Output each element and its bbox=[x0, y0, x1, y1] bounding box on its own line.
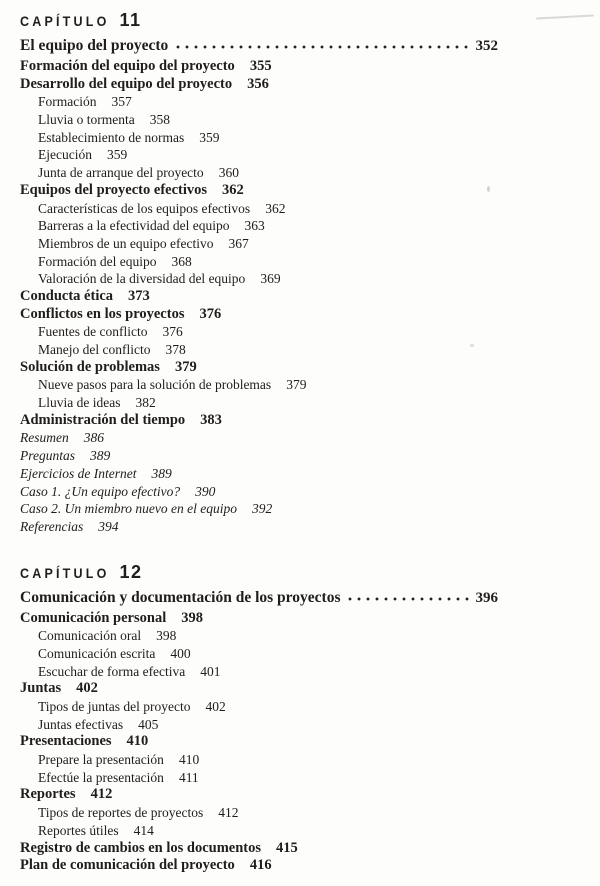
toc-entry-title: Formación del equipo bbox=[38, 253, 157, 269]
chapter-12-section bbox=[20, 562, 600, 875]
chapter-title: Comunicación y documentación de los proyectos bbox=[20, 588, 341, 606]
toc-entry bbox=[20, 306, 600, 324]
toc-entry bbox=[20, 288, 600, 306]
toc-entry-page: 369 bbox=[260, 271, 281, 287]
toc-entry bbox=[20, 412, 600, 430]
toc-entry-page: 392 bbox=[251, 501, 273, 517]
toc-entry-title: Valoración de la diversidad del equipo bbox=[38, 271, 246, 287]
toc-entry bbox=[20, 716, 600, 734]
toc-entry-title: Conflictos en los proyectos bbox=[20, 305, 185, 322]
toc-entry bbox=[20, 447, 600, 465]
toc-entry bbox=[20, 786, 600, 804]
toc-entry bbox=[20, 518, 600, 536]
toc-entry bbox=[20, 840, 600, 858]
toc-entry-page: 376 bbox=[199, 305, 222, 322]
chapter-title-page: 396 bbox=[475, 589, 498, 606]
chapter-entries bbox=[20, 610, 600, 875]
toc-entry-page: 414 bbox=[133, 822, 154, 838]
toc-entry-title: Comunicación escrita bbox=[38, 645, 156, 661]
toc-entry-title: Preguntas bbox=[20, 448, 75, 464]
toc-entry-title: Manejo del conflicto bbox=[38, 342, 151, 357]
toc-entry bbox=[20, 429, 600, 447]
toc-entry-page: 383 bbox=[200, 411, 222, 428]
toc-entry-page: 362 bbox=[222, 181, 244, 198]
toc-entry-title: Conducta ética bbox=[20, 287, 114, 304]
chapter-11-section bbox=[20, 10, 600, 536]
toc-entry-page: 359 bbox=[199, 129, 220, 145]
toc-entry bbox=[20, 235, 600, 253]
toc-entry-title: Lluvia de ideas bbox=[38, 395, 121, 411]
toc-entry-page: 410 bbox=[178, 752, 200, 768]
toc-entry bbox=[20, 857, 600, 875]
toc-entry-page: 390 bbox=[195, 483, 216, 499]
toc-entry-page: 400 bbox=[170, 645, 191, 661]
toc-entry bbox=[20, 146, 600, 164]
toc-entry bbox=[20, 663, 600, 681]
toc-entry bbox=[20, 610, 600, 628]
toc-entry bbox=[20, 164, 600, 182]
toc-entry-title: Barreras a la efectividad del equipo bbox=[38, 218, 230, 234]
chapter-label: CAPÍTULO bbox=[20, 13, 110, 29]
chapter-title-page: 352 bbox=[475, 38, 498, 54]
toc-entry-page: 416 bbox=[249, 857, 272, 874]
chapter-title: El equipo del proyecto bbox=[20, 37, 169, 54]
toc-entry-title: Junta de arranque del proyecto bbox=[38, 165, 204, 181]
toc-entry-page: 394 bbox=[98, 518, 119, 534]
toc-entry-page: 356 bbox=[247, 75, 269, 92]
toc-entry bbox=[20, 58, 600, 76]
toc-entry-page: 363 bbox=[244, 218, 265, 234]
toc-entry-title: Comunicación oral bbox=[38, 628, 142, 644]
chapter-number: 11 bbox=[119, 10, 142, 30]
chapter-label: CAPÍTULO bbox=[20, 565, 110, 581]
toc-entry-title: Comunicación personal bbox=[20, 609, 167, 626]
toc-entry bbox=[20, 76, 600, 94]
toc-entry-page: 412 bbox=[90, 786, 113, 803]
dotted-leader bbox=[348, 590, 468, 602]
toc-entry bbox=[20, 804, 600, 822]
toc-entry-title: Referencias bbox=[20, 518, 84, 534]
toc-entry-page: 415 bbox=[276, 839, 298, 856]
toc-entry-title: Caso 2. Un miembro nuevo en el equipo bbox=[20, 501, 237, 517]
dotted-leader bbox=[176, 38, 468, 50]
toc-entry bbox=[20, 93, 600, 111]
toc-entry bbox=[20, 733, 600, 751]
toc-entry-title: Plan de comunicación del proyecto bbox=[20, 857, 235, 874]
toc-entry bbox=[20, 645, 600, 663]
toc-entry bbox=[20, 341, 600, 359]
toc-entry-title: Presentaciones bbox=[20, 733, 112, 750]
toc-entry-page: 373 bbox=[128, 287, 150, 304]
toc-entry bbox=[20, 182, 600, 200]
toc-entry bbox=[20, 270, 600, 288]
toc-entry-page: 405 bbox=[138, 716, 159, 732]
toc-entry-page: 368 bbox=[171, 253, 192, 269]
toc-entry-title: Miembros de un equipo efectivo bbox=[38, 235, 214, 251]
toc-entry-page: 402 bbox=[76, 680, 98, 697]
toc-entry-title: Reportes bbox=[20, 786, 76, 803]
toc-entry bbox=[20, 500, 600, 518]
toc-entry-page: 401 bbox=[200, 663, 221, 679]
toc-entry bbox=[20, 822, 600, 840]
toc-entry-title: Ejercicios de Internet bbox=[20, 465, 137, 481]
toc-entry bbox=[20, 253, 600, 271]
toc-entry-title: Juntas bbox=[20, 680, 62, 697]
toc-entry-page: 367 bbox=[228, 235, 249, 251]
toc-entry-title: Establecimiento de normas bbox=[38, 129, 185, 145]
toc-entry-title: Resumen bbox=[20, 430, 69, 446]
toc-entry-page: 389 bbox=[90, 448, 111, 464]
toc-entry-title: Reportes útiles bbox=[38, 822, 119, 838]
toc-entry-title: Juntas efectivas bbox=[38, 716, 124, 732]
toc-entry-page: 379 bbox=[286, 377, 307, 393]
toc-entry-title: Tipos de juntas del proyecto bbox=[38, 699, 191, 714]
toc-entry bbox=[20, 769, 600, 787]
toc-entry bbox=[20, 751, 600, 769]
toc-entry-title: Formación del equipo del proyecto bbox=[20, 58, 235, 74]
toc-entry-page: 398 bbox=[181, 609, 203, 626]
toc-entry bbox=[20, 200, 600, 218]
toc-entry bbox=[20, 111, 600, 129]
chapter-entries bbox=[20, 58, 600, 536]
toc-entry bbox=[20, 627, 600, 645]
toc-entry-title: Lluvia o tormenta bbox=[38, 112, 135, 128]
toc-entry bbox=[20, 129, 600, 147]
toc-entry bbox=[20, 680, 600, 698]
chapter-title-row bbox=[20, 37, 498, 56]
toc-entry-page: 358 bbox=[149, 112, 170, 128]
toc-entry-page: 412 bbox=[218, 805, 239, 821]
toc-entry-title: Administración del tiempo bbox=[20, 411, 186, 428]
toc-entry-title: Tipos de reportes de proyectos bbox=[38, 805, 204, 821]
toc-entry-page: 411 bbox=[178, 769, 199, 785]
toc-entry-page: 386 bbox=[83, 430, 104, 446]
toc-entry-page: 360 bbox=[218, 165, 239, 181]
toc-entry-page: 389 bbox=[151, 465, 172, 481]
toc-entry-page: 359 bbox=[106, 147, 128, 163]
toc-entry-page: 379 bbox=[174, 358, 197, 375]
toc-entry bbox=[20, 483, 600, 501]
toc-entry-title: Efectúe la presentación bbox=[38, 769, 164, 785]
toc-entry bbox=[20, 359, 600, 377]
scan-artifact bbox=[487, 186, 490, 192]
toc-entry-page: 398 bbox=[156, 628, 177, 644]
toc-entry bbox=[20, 698, 600, 716]
toc-entry-title: Equipos del proyecto efectivos bbox=[20, 181, 208, 198]
toc-entry bbox=[20, 465, 600, 483]
chapter-heading bbox=[20, 562, 600, 584]
toc-entry-page: 378 bbox=[165, 342, 186, 357]
scan-artifact bbox=[470, 344, 474, 347]
toc-entry-title: Ejecución bbox=[38, 147, 92, 163]
toc-entry-title: Formación bbox=[38, 94, 97, 110]
toc-entry-page: 357 bbox=[111, 94, 132, 110]
toc-entry-title: Desarrollo del equipo del proyecto bbox=[20, 75, 233, 92]
toc-entry-title: Registro de cambios en los documentos bbox=[20, 839, 261, 856]
toc-entry-page: 402 bbox=[205, 699, 226, 714]
toc-entry-title: Escuchar de forma efectiva bbox=[38, 663, 186, 679]
toc-entry-title: Prepare la presentación bbox=[38, 752, 164, 768]
chapter-number: 12 bbox=[119, 561, 143, 582]
toc-entry bbox=[20, 376, 600, 394]
toc-entry-title: Fuentes de conflicto bbox=[38, 324, 148, 340]
toc-entry-title: Caso 1. ¿Un equipo efectivo? bbox=[20, 483, 181, 499]
toc-entry-page: 362 bbox=[265, 200, 286, 216]
toc-entry bbox=[20, 323, 600, 341]
toc-entry-title: Nueve pasos para la solución de problemas bbox=[38, 377, 272, 393]
toc-entry-page: 355 bbox=[249, 58, 272, 74]
toc-entry bbox=[20, 394, 600, 412]
toc-entry-page: 376 bbox=[162, 324, 183, 340]
chapter-title-row bbox=[20, 589, 498, 608]
toc-entry-title: Solución de problemas bbox=[20, 358, 160, 375]
toc-entry-page: 410 bbox=[126, 733, 149, 750]
toc-entry-page: 382 bbox=[135, 395, 156, 411]
toc-entry bbox=[20, 217, 600, 235]
toc-entry-title: Características de los equipos efectivos bbox=[38, 200, 251, 216]
chapter-heading bbox=[20, 10, 600, 32]
